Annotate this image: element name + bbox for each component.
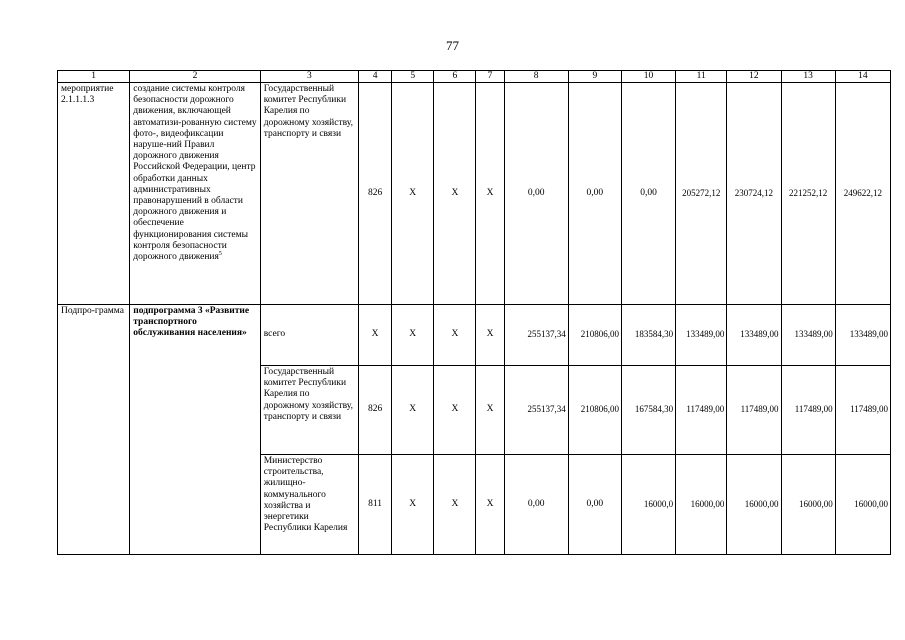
header-cell: 3	[260, 71, 358, 83]
table-cell: Х	[476, 455, 504, 555]
budget-table	[57, 70, 891, 555]
table-cell: 826	[359, 366, 392, 455]
table-cell: 255137,34	[504, 366, 568, 455]
table-cell: Х	[434, 83, 476, 305]
table-cell: 133489,00	[781, 305, 835, 366]
subprogram-title: подпрограмма 3 «Развитие транспортного обслуживания населения»	[130, 305, 260, 555]
table-row-subprogram-total	[58, 305, 891, 366]
table-cell: 117489,00	[727, 366, 781, 455]
table-cell: 133489,00	[676, 305, 727, 366]
table-cell: 811	[359, 455, 392, 555]
table-cell: Х	[476, 83, 504, 305]
table-cell: 16000,00	[835, 455, 890, 555]
table-cell: Х	[476, 305, 504, 366]
measure-executor: Государственный комитет Республики Карелия по дорожному хозяйству, транспорту и связи	[260, 83, 358, 305]
table-cell: 16000,00	[676, 455, 727, 555]
table-cell: Х	[392, 305, 434, 366]
table-cell: 210806,00	[568, 305, 621, 366]
header-cell: 12	[727, 71, 781, 83]
executor-cell: всего	[260, 305, 358, 366]
footnote-marker: 5	[218, 250, 222, 257]
table-cell: 183584,30	[621, 305, 675, 366]
table-cell: 0,00	[504, 455, 568, 555]
table-cell: 0,00	[568, 455, 621, 555]
table-cell: 249622,12	[835, 83, 890, 305]
header-cell: 11	[676, 71, 727, 83]
table-cell: 255137,34	[504, 305, 568, 366]
header-cell: 5	[392, 71, 434, 83]
table-cell: Х	[392, 366, 434, 455]
table-cell: 221252,12	[781, 83, 835, 305]
table-cell: 826	[359, 83, 392, 305]
table-cell: Х	[434, 366, 476, 455]
table-cell: 16000,00	[781, 455, 835, 555]
header-cell: 9	[568, 71, 621, 83]
table-row-measure	[58, 83, 891, 305]
executor-cell: Министерство строительства, жилищно-коммунального хозяйства и энергетики Республики Карелия	[260, 455, 358, 555]
table-cell: Х	[392, 83, 434, 305]
subprogram-label: Подпро-грамма	[58, 305, 130, 555]
header-cell: 2	[130, 71, 260, 83]
table-cell: Х	[434, 305, 476, 366]
header-cell: 8	[504, 71, 568, 83]
header-cell: 10	[621, 71, 675, 83]
table-cell: 0,00	[504, 83, 568, 305]
table-cell: 133489,00	[727, 305, 781, 366]
table-cell: Х	[392, 455, 434, 555]
header-cell: 7	[476, 71, 504, 83]
executor-cell: Государственный комитет Республики Карелия по дорожному хозяйству, транспорту и связи	[260, 366, 358, 455]
header-cell: 1	[58, 71, 130, 83]
table-cell: Х	[476, 366, 504, 455]
page-number: 77	[446, 38, 459, 53]
table-cell: 117489,00	[835, 366, 890, 455]
table-cell: 210806,00	[568, 366, 621, 455]
header-row	[58, 71, 891, 83]
table-cell: 117489,00	[676, 366, 727, 455]
header-cell: 4	[359, 71, 392, 83]
table-cell: 0,00	[621, 83, 675, 305]
table-cell: 16000,00	[727, 455, 781, 555]
header-cell: 13	[781, 71, 835, 83]
table-cell: 133489,00	[835, 305, 890, 366]
table-cell: 0,00	[568, 83, 621, 305]
table-cell: 117489,00	[781, 366, 835, 455]
table-cell: Х	[434, 455, 476, 555]
table-cell: 205272,12	[676, 83, 727, 305]
header-cell: 14	[835, 71, 890, 83]
header-cell: 6	[434, 71, 476, 83]
table-cell: 16000,0	[621, 455, 675, 555]
table-cell: 167584,30	[621, 366, 675, 455]
measure-code: мероприятие 2.1.1.1.3	[58, 83, 130, 305]
table-cell: Х	[359, 305, 392, 366]
table-cell: 230724,12	[727, 83, 781, 305]
measure-description: создание системы контроля безопасности дорожного движения, включающей автоматизи-рованную систему фото-, видеофиксации наруше-ний Правил дорожного движения Российской Федерации, центр обработки данных административных правонарушений в области дорожного движения и обеспечение функционирования системы контроля безопасности дорожного движения$^5$	[130, 83, 260, 305]
